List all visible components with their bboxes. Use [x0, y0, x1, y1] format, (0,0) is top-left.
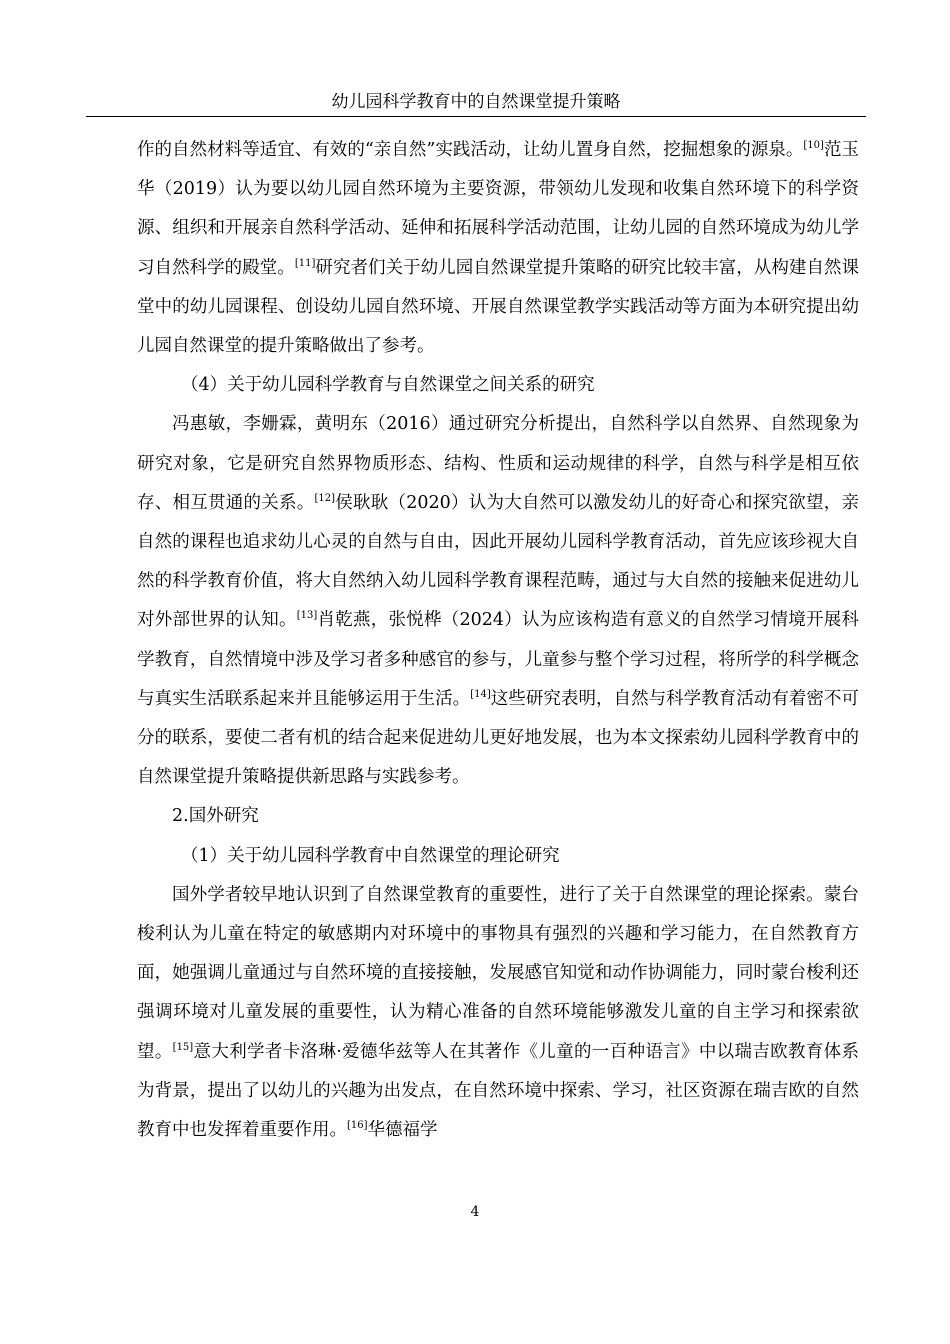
citation-marker: [16]: [347, 1120, 368, 1132]
citation-marker: [14]: [470, 688, 491, 700]
paragraph-text: 侯耿耿（2020）认为大自然可以激发幼儿的好奇心和探究欲望，亲自然的课程也追求幼儿心灵的自然与自由，因此开展幼儿园科学教育活动，首先应该珍视大自然的科学教育价值，将大自然纳入幼儿园科学教育课程范畴，通过与大自然的接触来促进幼儿对外部世界的认知。: [137, 492, 859, 631]
page-number: 4: [470, 1204, 480, 1220]
citation-marker: [10]: [803, 140, 824, 151]
running-header: 幼儿园科学教育中的自然课堂提升策略: [331, 92, 621, 112]
subsection-heading: （1）关于幼儿园科学教育中自然课堂的理论研究: [181, 845, 560, 866]
paragraph-text: 国外学者较早地认识到了自然课堂教育的重要性，进行了关于自然课堂的理论探索。蒙台梭利认为儿童在特定的敏感期内对环境中的事物具有强烈的兴趣和学习能力，在自然教育方面，她强调儿童通过与自然环境的直接接触，发展感官知觉和动作协调能力，同时蒙台梭利还强调环境对儿童发展的重要性，认为精心准备的自然环境能够激发儿童的自主学习和探索欲望。: [137, 884, 859, 1062]
paragraph-text: 作的自然材料等适宜、有效的“亲自然”实践活动，让幼儿置身自然，挖掘想象的源泉。: [137, 140, 804, 160]
paragraph-text: 这些研究表明，自然与科学教育活动有着密不可分的联系，要使二者有机的结合起来促进幼儿更好地发展，也为本文探索幼儿园科学教育中的自然课堂提升策略提供新思路与实践参考。: [137, 688, 860, 788]
paragraph: [137, 876, 859, 1150]
paragraph-text: 研究者们关于幼儿园自然课堂提升策略的研究比较丰富，从构建自然课堂中的幼儿园课程、创设幼儿园自然环境、开展自然课堂教学实践活动等方面为本研究提出幼儿园自然课堂的提升策略做出了参考。: [137, 257, 860, 357]
paragraph-text: 肖乾燕，张悦桦（2024）认为应该构造有意义的自然学习情境开展科学教育，自然情境中涉及学习者多种感官的参与，儿童参与整个学习过程，将所学的科学概念与真实生活联系起来并且能够运用于生活。: [137, 610, 859, 709]
section-heading: 2.国外研究: [172, 806, 259, 827]
paragraph-text: 范玉华（2019）认为要以幼儿园自然环境为主要资源，带领幼儿发现和收集自然环境下的科学资源、组织和开展亲自然科学活动、延伸和拓展科学活动范围，让幼儿园的自然环境成为幼儿学习自然科学的殿堂。: [137, 140, 860, 278]
paragraph: [137, 131, 859, 366]
subsection-heading: （4）关于幼儿园科学教育与自然课堂之间关系的研究: [181, 375, 595, 396]
paragraph-text: 华德福学: [367, 1120, 438, 1141]
citation-marker: [13]: [296, 610, 318, 622]
paragraph: [137, 405, 859, 797]
citation-marker: [11]: [294, 257, 316, 269]
paragraph-text: 意大利学者卡洛琳·爱德华兹等人在其著作《儿童的一百种语言》中以瑞吉欧教育体系为背景，提出了以幼儿的兴趣为出发点，在自然环境中探索、学习，社区资源在瑞吉欧的自然教育中也发挥着重要作用。: [137, 1041, 859, 1141]
citation-marker: [12]: [314, 492, 336, 504]
header-rule: [86, 116, 866, 117]
page-body: [137, 131, 859, 1150]
citation-marker: [15]: [172, 1041, 194, 1053]
paragraph-text: 冯惠敏，李姗霖，黄明东（2016）通过研究分析提出，自然科学以自然界、自然现象为研究对象，它是研究自然界物质形态、结构、性质和运动规律的科学，自然与科学是相互依存、相互贯通的关系。: [137, 414, 859, 513]
